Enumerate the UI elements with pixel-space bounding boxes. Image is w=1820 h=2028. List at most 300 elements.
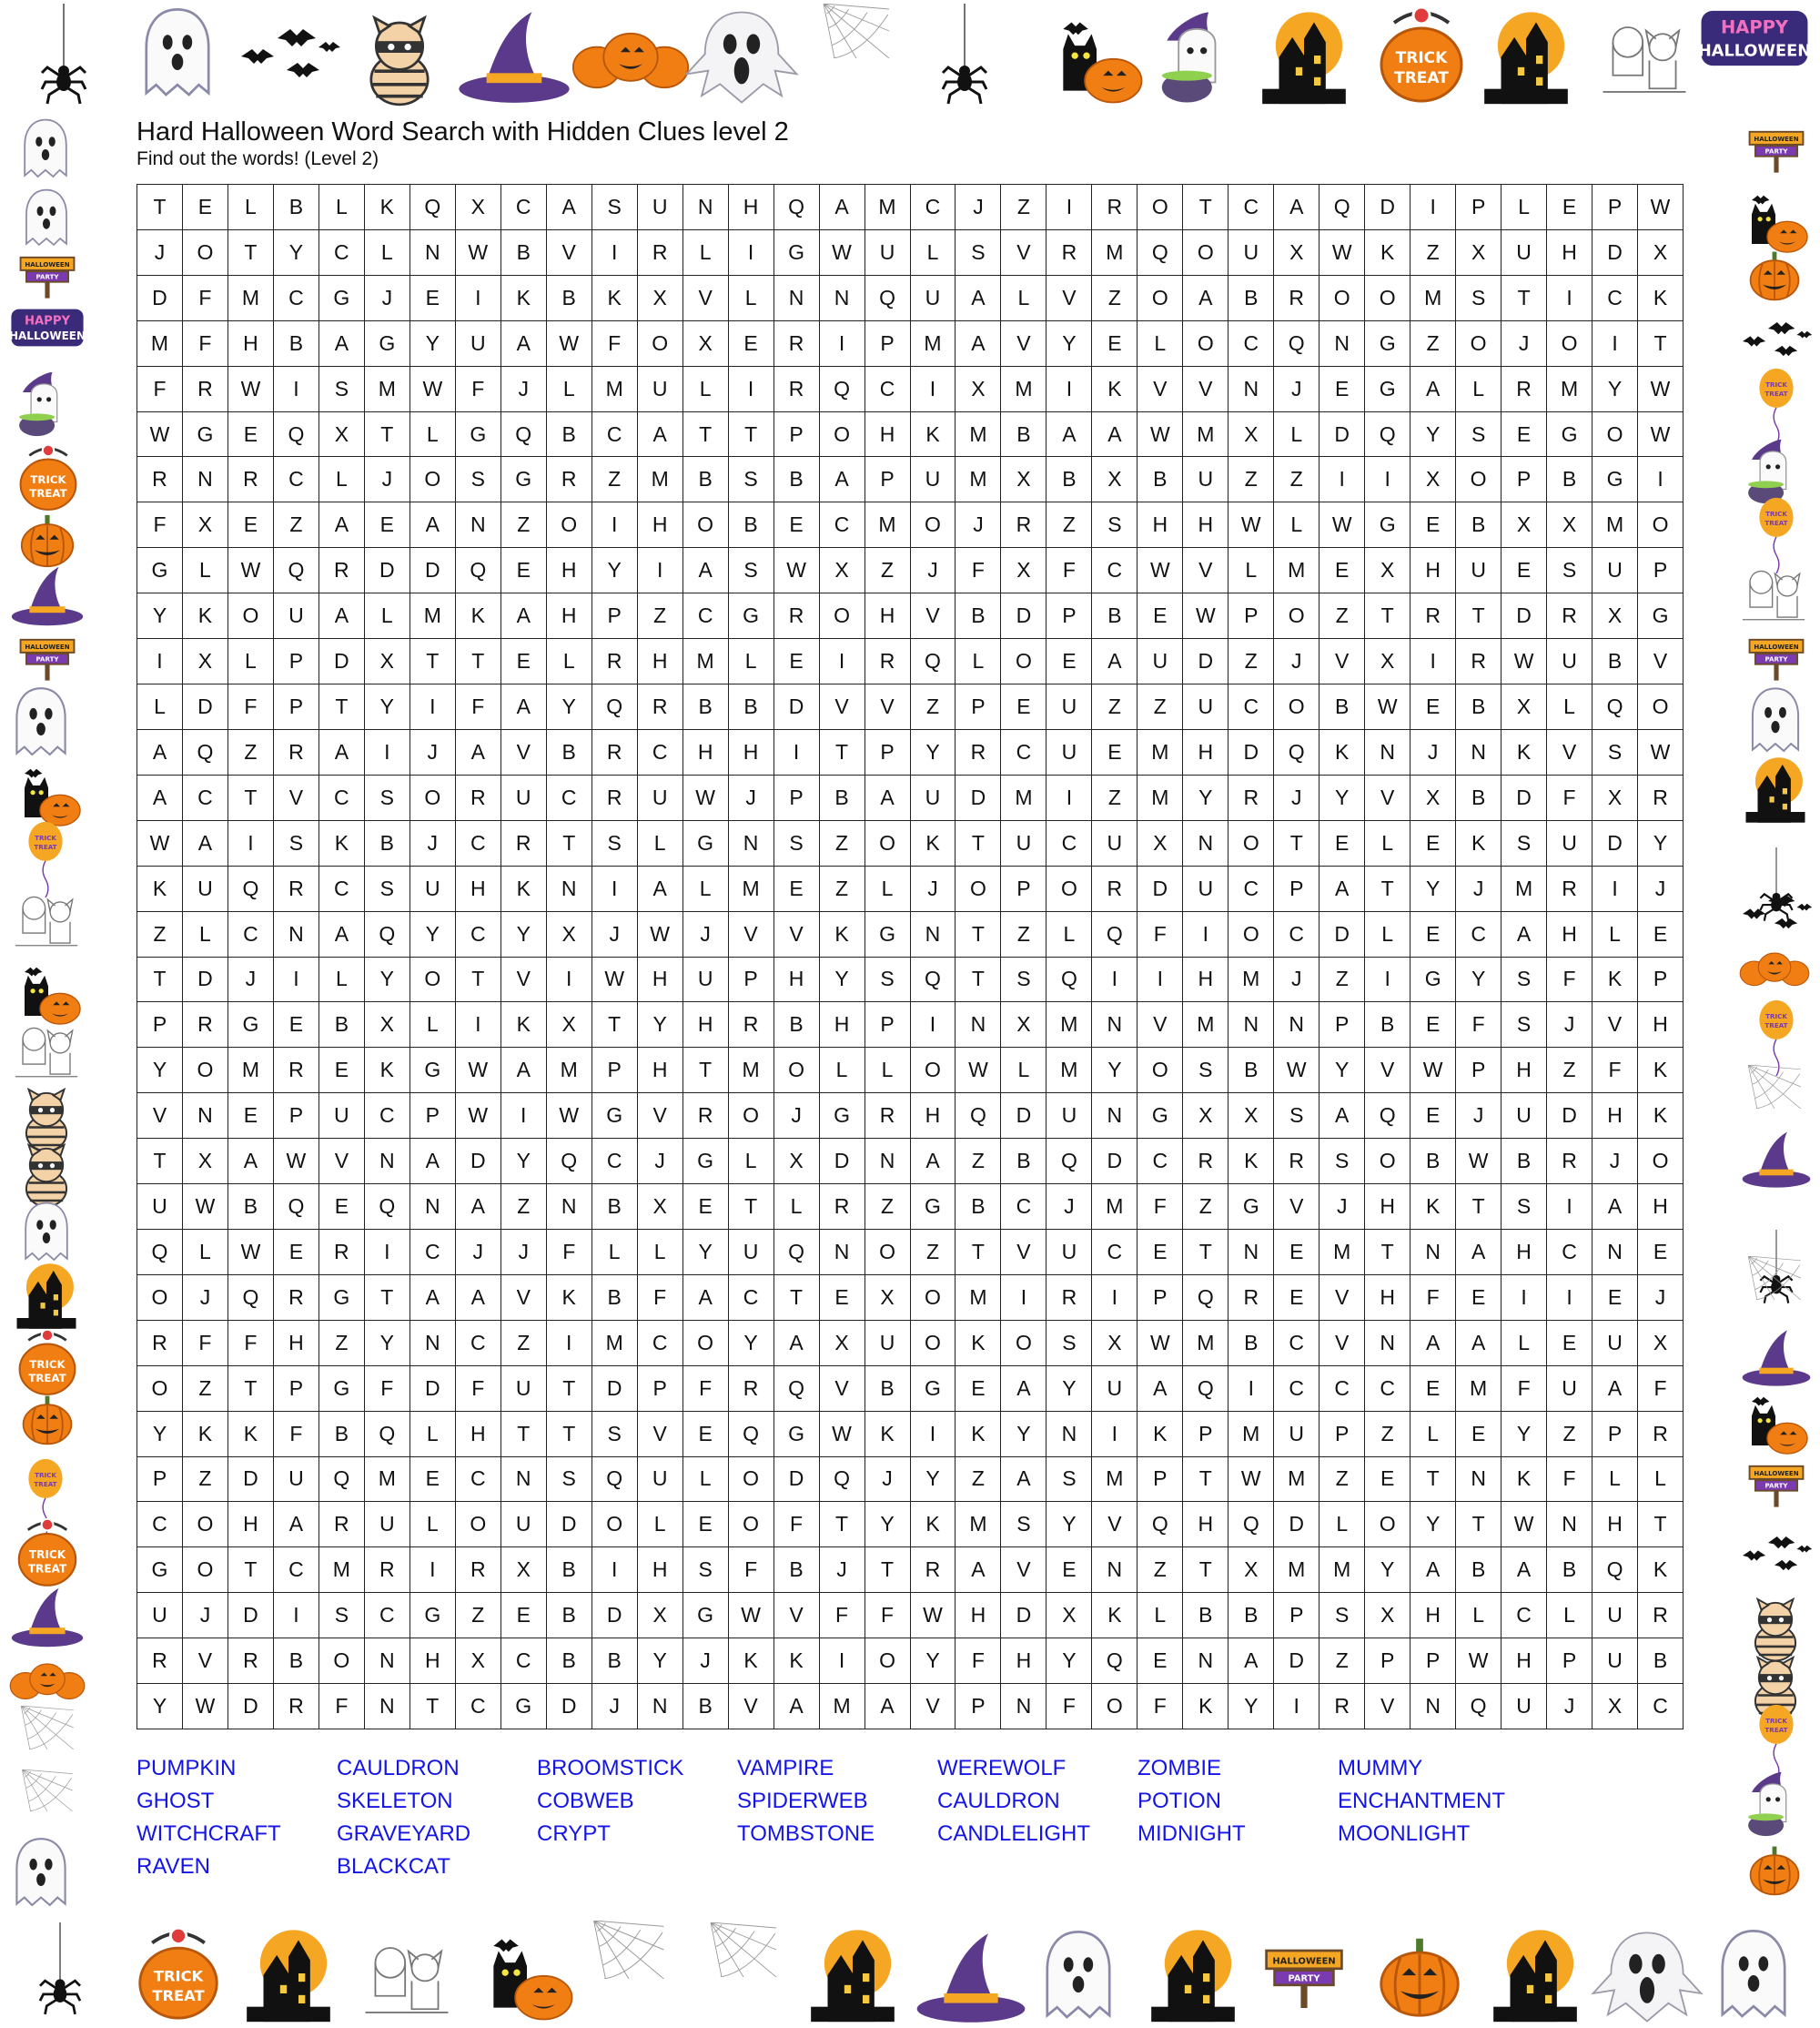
grid-cell: B [1638,1638,1684,1684]
grid-cell: N [1228,1230,1274,1275]
grid-cell: T [1456,1184,1502,1230]
grid-cell: I [1410,185,1456,230]
grid-cell: Q [1592,1547,1638,1593]
word-list-item: GHOST [136,1789,215,1813]
grid-cell: O [137,1275,183,1321]
grid-cell: M [1092,230,1138,276]
grid-cell: L [137,684,183,730]
grid-cell: N [547,1184,592,1230]
grid-cell: M [1001,776,1046,821]
grid-cell: B [547,412,592,458]
word-list-item: ZOMBIE [1138,1756,1222,1780]
grid-cell: H [456,1412,501,1457]
grid-cell: F [137,367,183,412]
grid-cell: S [1320,1593,1365,1638]
grid-cell: G [183,412,228,458]
grid-cell: U [1547,821,1592,867]
grid-cell: D [956,776,1001,821]
grid-cell: L [729,1139,774,1184]
grid-cell: C [820,502,865,548]
grid-cell: K [956,1412,1001,1457]
grid-cell: E [1092,321,1138,367]
grid-cell: S [1547,548,1592,593]
svg-text:TRICK: TRICK [1765,380,1787,389]
grid-cell: L [638,1502,683,1547]
grid-cell: Y [1320,776,1365,821]
grid-cell: U [1502,230,1547,276]
grid-cell: E [1547,1321,1592,1366]
svg-text:HAPPY: HAPPY [1721,16,1788,38]
grid-cell: W [1502,1502,1547,1547]
grid-cell: Y [865,1502,911,1547]
svg-text:HALLOWEEN: HALLOWEEN [25,260,70,269]
spider-icon [937,4,992,113]
grid-cell: N [410,230,456,276]
grid-cell: O [1138,185,1183,230]
grid-cell: H [547,548,592,593]
grid-cell: I [456,1002,501,1048]
grid-cell: W [228,548,274,593]
grid-cell: O [1456,457,1502,502]
grid-cell: Y [1046,321,1092,367]
grid-cell: M [1046,1002,1092,1048]
grid-cell: S [774,821,820,867]
grid-cell: A [1001,1457,1046,1503]
grid-cell: K [1228,1139,1274,1184]
grid-cell: A [456,730,501,776]
cobweb-icon [11,1706,84,1749]
grid-cell: E [1138,1230,1183,1275]
grid-cell: T [820,1502,865,1547]
grid-cell: W [1138,548,1183,593]
grid-cell: F [956,1638,1001,1684]
grid-cell: Z [1410,230,1456,276]
grid-cell: F [319,1684,365,1729]
grid-cell: U [183,867,228,912]
grid-cell: Y [501,912,547,958]
grid-cell: Q [774,185,820,230]
grid-cell: R [1274,276,1320,321]
grid-cell: N [820,1230,865,1275]
grid-cell: K [1183,1684,1228,1729]
grid-cell: F [1046,1684,1092,1729]
grid-cell: G [410,1593,456,1638]
grid-cell: U [1274,1412,1320,1457]
grid-cell: B [1320,684,1365,730]
grid-cell: R [592,730,638,776]
grid-cell: T [1274,821,1320,867]
grid-cell: S [1092,502,1138,548]
grid-cell: B [683,1684,729,1729]
grid-cell: G [501,457,547,502]
grid-cell: U [865,230,911,276]
grid-cell: V [1638,639,1684,684]
grid-cell: K [501,1002,547,1048]
grid-cell: S [683,1547,729,1593]
grid-cell: P [1001,867,1046,912]
grid-cell: B [319,1002,365,1048]
grid-cell: C [456,1321,501,1366]
grid-cell: R [729,1002,774,1048]
grid-cell: E [729,321,774,367]
grid-cell: X [183,1139,228,1184]
grid-cell: Q [1456,1684,1502,1729]
grid-cell: J [683,1638,729,1684]
grid-cell: J [1456,1093,1502,1139]
grid-cell: K [1410,1184,1456,1230]
grid-cell: L [1320,1502,1365,1547]
grid-cell: U [865,1321,911,1366]
grid-cell: D [228,1457,274,1503]
grid-cell: W [1638,367,1684,412]
grid-cell: H [547,593,592,639]
grid-cell: T [956,958,1001,1003]
grid-cell: D [592,1593,638,1638]
grid-cell: V [1138,367,1183,412]
grid-cell: R [1183,1139,1228,1184]
grid-cell: O [456,1502,501,1547]
black-cat-pumpkin-icon [1740,1384,1811,1460]
grid-cell: T [1183,1457,1228,1503]
grid-cell: W [274,1139,319,1184]
grid-cell: B [547,276,592,321]
grid-cell: T [865,1547,911,1593]
grid-cell: Y [501,1139,547,1184]
grid-cell: M [1547,367,1592,412]
grid-cell: R [501,821,547,867]
happy-halloween-badge-icon [1698,5,1811,71]
grid-cell: H [1001,1638,1046,1684]
grid-cell: W [1274,1048,1320,1093]
grid-cell: X [547,1002,592,1048]
grid-cell: P [274,1366,319,1412]
grid-cell: N [820,276,865,321]
grid-cell: W [456,230,501,276]
grid-cell: S [729,548,774,593]
ghost-icon [682,7,801,107]
grid-cell: Y [1456,958,1502,1003]
grid-cell: W [683,776,729,821]
grid-cell: P [274,639,319,684]
grid-cell: P [865,730,911,776]
grid-cell: U [911,457,956,502]
grid-cell: J [1274,776,1320,821]
word-list-item: WITCHCRAFT [136,1821,281,1846]
grid-cell: O [683,1321,729,1366]
grid-cell: Z [638,593,683,639]
grid-cell: B [1410,1139,1456,1184]
cauldron-icon [1740,1766,1811,1842]
grid-cell: E [683,1412,729,1457]
grid-cell: A [683,548,729,593]
grid-cell: T [956,1230,1001,1275]
grid-cell: O [183,1502,228,1547]
grid-cell: V [820,1366,865,1412]
ghost-icon [7,684,75,761]
grid-cell: F [183,321,228,367]
grid-cell: D [1001,1593,1046,1638]
grid-cell: T [456,958,501,1003]
grid-cell: N [365,1139,410,1184]
spider-icon [33,1922,87,2023]
grid-cell: U [1046,1093,1092,1139]
grid-cell: U [274,1457,319,1503]
grid-cell: I [365,730,410,776]
grid-cell: Z [820,821,865,867]
grid-cell: I [911,1002,956,1048]
grid-cell: T [1183,1547,1228,1593]
svg-text:HALLOWEEN: HALLOWEEN [1698,42,1811,61]
cobweb-icon [570,1921,688,1979]
grid-cell: C [365,1593,410,1638]
grid-cell: A [1320,867,1365,912]
grid-cell: X [1592,776,1638,821]
grid-cell: V [1183,367,1228,412]
grid-cell: Y [274,230,319,276]
grid-cell: J [501,1230,547,1275]
grid-cell: I [1592,867,1638,912]
word-list-item: BLACKCAT [337,1854,450,1879]
grid-cell: J [1502,321,1547,367]
grid-cell: P [1274,867,1320,912]
grid-cell: H [228,321,274,367]
grid-cell: M [1410,276,1456,321]
grid-cell: X [1001,548,1046,593]
grid-cell: I [1001,1275,1046,1321]
grid-cell: Y [1410,412,1456,458]
grid-cell: G [1410,958,1456,1003]
grid-cell: Y [1410,1502,1456,1547]
grid-cell: Z [592,457,638,502]
grid-cell: M [729,1048,774,1093]
grid-cell: B [274,321,319,367]
grid-cell: B [729,684,774,730]
grid-cell: K [1138,1412,1183,1457]
grid-cell: Z [1001,912,1046,958]
grid-cell: R [592,776,638,821]
grid-cell: P [1592,185,1638,230]
grid-cell: L [683,367,729,412]
grid-cell: V [865,684,911,730]
grid-cell: R [1456,639,1502,684]
grid-cell: F [729,1547,774,1593]
grid-cell: M [547,1048,592,1093]
grid-cell: D [592,1366,638,1412]
grid-cell: Q [1320,185,1365,230]
grid-cell: E [410,1457,456,1503]
grid-cell: U [501,1366,547,1412]
grid-cell: O [1638,1139,1684,1184]
grid-cell: S [592,185,638,230]
grid-cell: B [547,730,592,776]
grid-cell: F [547,1230,592,1275]
grid-cell: E [1502,412,1547,458]
grid-cell: O [911,1048,956,1093]
grid-cell: K [911,821,956,867]
grid-cell: I [911,1412,956,1457]
cat-mummy-icon [349,13,450,113]
word-list-item: CRYPT [537,1821,611,1846]
grid-cell: D [1138,867,1183,912]
haunted-house-icon [238,1922,339,2024]
grid-cell: X [1001,1002,1046,1048]
grid-cell: R [456,776,501,821]
grid-cell: K [729,1638,774,1684]
grid-cell: N [1547,1502,1592,1547]
grid-cell: C [638,730,683,776]
grid-cell: E [1410,1002,1456,1048]
grid-cell: J [456,1230,501,1275]
bat-icon [1736,315,1813,368]
grid-cell: K [1092,367,1138,412]
grid-cell: I [1046,776,1092,821]
grid-cell: H [1638,1002,1684,1048]
grid-cell: Z [319,1321,365,1366]
grid-cell: L [183,912,228,958]
grid-cell: E [774,502,820,548]
grid-cell: O [1183,321,1228,367]
grid-cell: P [956,684,1001,730]
grid-cell: K [183,593,228,639]
grid-cell: R [1638,1412,1684,1457]
grid-cell: I [729,367,774,412]
grid-cell: P [1456,185,1502,230]
grid-cell: H [865,593,911,639]
page-title: Hard Halloween Word Search with Hidden Clues level 2 [136,117,789,147]
grid-cell: J [183,1593,228,1638]
grid-cell: P [774,412,820,458]
grid-cell: L [1592,1457,1638,1503]
grid-cell: K [911,412,956,458]
grid-cell: P [638,1366,683,1412]
grid-cell: E [774,639,820,684]
grid-cell: X [683,321,729,367]
grid-cell: F [456,684,501,730]
grid-cell: D [228,1593,274,1638]
grid-cell: R [547,457,592,502]
grid-cell: L [1502,185,1547,230]
grid-cell: U [1183,867,1228,912]
grid-cell: Q [911,958,956,1003]
grid-cell: H [1183,730,1228,776]
svg-text:TREAT: TREAT [1764,1725,1788,1734]
word-list-item: MOONLIGHT [1338,1821,1471,1846]
grid-cell: I [274,367,319,412]
grid-cell: P [1320,1002,1365,1048]
svg-text:TREAT: TREAT [28,1372,66,1385]
grid-cell: L [1638,1457,1684,1503]
grid-cell: E [1410,1093,1456,1139]
grid-cell: Q [1046,958,1092,1003]
grid-cell: P [1502,457,1547,502]
grid-cell: M [729,867,774,912]
grid-cell: C [1638,1684,1684,1729]
grid-cell: Y [137,1684,183,1729]
grid-cell: B [774,457,820,502]
grid-cell: Q [1183,1366,1228,1412]
grid-cell: F [683,1366,729,1412]
grid-cell: Y [365,958,410,1003]
grid-cell: R [228,457,274,502]
grid-cell: Z [1183,1184,1228,1230]
grid-cell: M [228,1048,274,1093]
grid-cell: X [1456,230,1502,276]
grid-cell: B [1001,1139,1046,1184]
grid-cell: U [1046,684,1092,730]
grid-cell: V [547,230,592,276]
grid-cell: I [410,1547,456,1593]
svg-text:TREAT: TREAT [34,842,57,851]
grid-cell: O [183,1048,228,1093]
grid-cell: X [1183,1093,1228,1139]
grid-cell: U [911,776,956,821]
grid-cell: T [956,912,1001,958]
grid-cell: E [319,1184,365,1230]
grid-cell: E [1046,639,1092,684]
grid-cell: L [365,230,410,276]
grid-cell: E [1410,912,1456,958]
cobweb-icon [1738,1065,1811,1109]
grid-cell: E [1410,1366,1456,1412]
grid-cell: J [1547,1684,1592,1729]
grid-cell: A [1502,1547,1547,1593]
grid-cell: Z [501,502,547,548]
grid-cell: R [911,1547,956,1593]
grid-cell: P [137,1457,183,1503]
grid-cell: Q [774,1366,820,1412]
grid-cell: T [547,821,592,867]
grid-cell: H [1547,230,1592,276]
grid-cell: L [956,639,1001,684]
grid-cell: C [274,1547,319,1593]
grid-cell: J [183,1275,228,1321]
grid-cell: B [274,185,319,230]
grid-cell: K [456,593,501,639]
grid-cell: J [1320,1184,1365,1230]
word-list [136,1752,1702,1889]
grid-cell: W [1183,593,1228,639]
grid-cell: U [1183,457,1228,502]
grid-cell: D [1001,1093,1046,1139]
grid-cell: M [1183,412,1228,458]
grid-cell: Z [1410,321,1456,367]
grid-cell: B [683,684,729,730]
grid-cell: W [410,367,456,412]
grid-cell: Q [365,912,410,958]
grid-cell: G [683,821,729,867]
ghost-icon [18,115,73,184]
grid-cell: K [1365,230,1410,276]
grid-cell: G [319,276,365,321]
grid-cell: C [638,1321,683,1366]
grid-cell: B [1138,457,1183,502]
grid-cell: S [1502,1184,1547,1230]
grid-cell: K [1638,1093,1684,1139]
grid-cell: X [638,276,683,321]
grid-cell: S [1502,958,1547,1003]
grid-cell: Z [1274,457,1320,502]
grid-cell: N [1456,1457,1502,1503]
grid-cell: Q [729,1412,774,1457]
svg-text:TRICK: TRICK [153,1967,204,1985]
grid-cell: C [319,867,365,912]
grid-cell: E [1410,821,1456,867]
grid-cell: C [1228,185,1274,230]
grid-cell: Q [319,1457,365,1503]
grid-cell: M [956,412,1001,458]
grid-cell: T [547,1412,592,1457]
grid-cell: E [956,1366,1001,1412]
